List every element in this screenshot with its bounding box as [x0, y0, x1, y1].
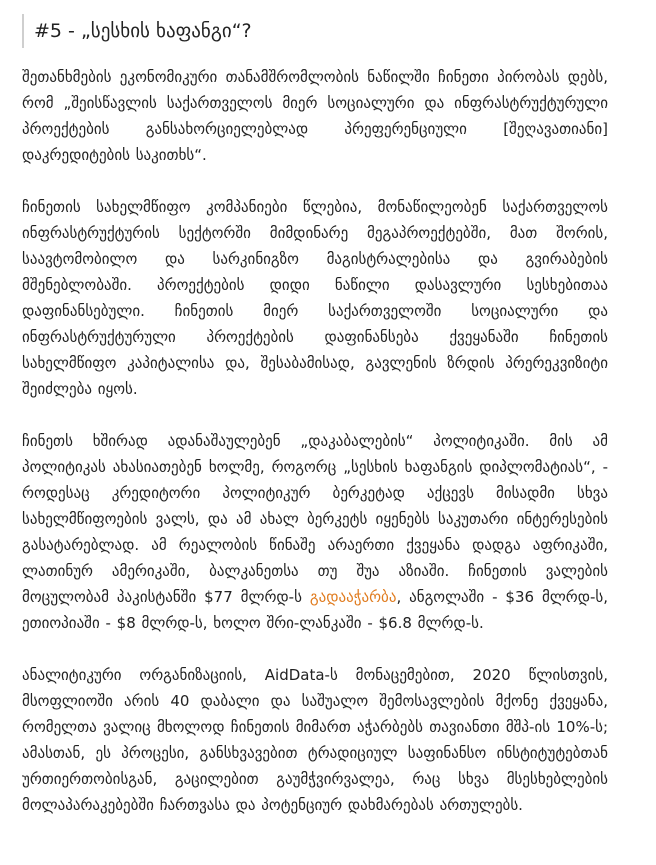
paragraph-agreement: შეთანხმების ეკონომიკური თანამშრომლობის ნაწილში ჩინეთი პირობას დებს, რომ „შეისწავლის საქართველოს მიერ სოციალური და ინფრასტრუქტურული პროექტების განსახორციელებლად პრეფერენციული [შეღავათიანი] დაკრედიტების საკითხს“. — [22, 68, 608, 164]
paragraph-text: , ანგოლაში - $36 მლრდ-ს, ეთიოპიაში - $8 მლრდ-ს, ხოლო შრი-ლანკაში - $6.8 მლრდ-ს. — [22, 588, 609, 632]
paragraph-text: ჩინეთს ხშირად ადანაშაულებენ „დაკაბალების“ პოლიტიკაში. მის ამ პოლიტიკას ახასიათებენ ხოლმე, როგორც „სესხის ხაფანგის დიპლომატიას“, - როდესაც კრედიტორი პოლიტიკურ ბერკეტად აქცევს მისადმი სხვა სახელმწიფოების ვალს, და ამ ახალ ბერკეტს იყენებს საკუთარი ინტერესების გასატარებლად. ამ რეალობის წინაშე არაერთი ქვეყანა დადგა აფრიკაში, ლათინურ ამერიკაში, ბალკანეთსა თუ შუა აზიაში. ჩინეთის ვალების მოცულობამ პაკისტანში $77 მლრდ-ს — [22, 432, 608, 606]
exceeded-link[interactable]: გადააჭარბა — [309, 588, 397, 606]
paragraph-aiddata: ანალიტიკური ორგანიზაციის, AidData-ს მონაცემებით, 2020 წლისთვის, მსოფლიოში არის 40 დაბალი და საშუალო შემოსავლების მქონე ქვეყანა, რომელთა ვალიც მხოლოდ ჩინეთის მიმართ აჭარბებს თავიანთი მშპ-ის 10%-ს; ამასთან, ეს პროცესი, განსხვავებით ტრადიციულ საფინანსო ინსტიტუტებთან ურთიერთობისგან, გაცილებით გაუმჭვირვალეა, რაც სხვა მსესხებლების მოლაპარაკებებში ჩართვასა და პოტენციურ დახმარებას ართულებს. — [22, 666, 608, 814]
article-body — [22, 64, 608, 818]
section-heading: #5 - „სესხის ხაფანგი“? — [22, 14, 252, 48]
paragraph-debt-trap — [22, 428, 608, 636]
paragraph-chinese-companies: ჩინეთის სახელმწიფო კომპანიები წლებია, მონაწილეობენ საქართველოს ინფრასტრუქტურის სექტორში მიმდინარე მეგაპროექტებში, მათ შორის, საავტომობილო და სარკინიგზო მაგისტრალებისა და გვირაბების მშენებლობაში. პროექტების დიდი ნაწილი დასავლური სესხებითაა დაფინანსებული. ჩინეთის მიერ საქართველოში სოციალური და ინფრასტრუქტურული პროექტების დაფინანსება ქვეყანაში ჩინეთის სახელმწიფო კაპიტალისა და, შესაბამისად, გავლენის ზრდის პრერეკვიზიტი შეიძლება იყოს. — [22, 198, 608, 398]
